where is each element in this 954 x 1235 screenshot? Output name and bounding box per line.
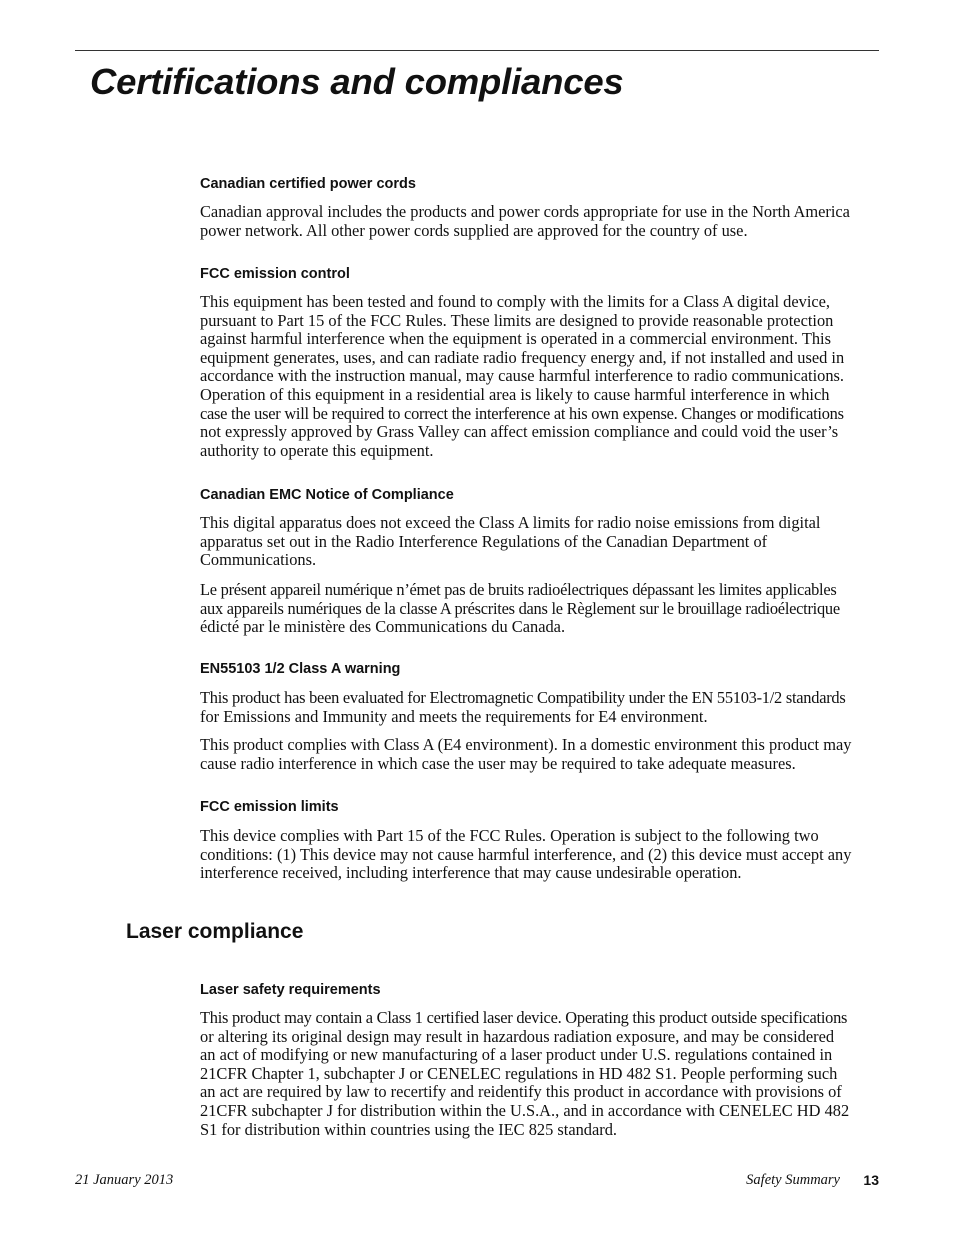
paragraph-en55103-evaluated: [200, 689, 878, 726]
text-line: an act of modifying or new manufacturing of a laser product under U.S. regulations contained in: [200, 1045, 833, 1065]
text-line: authority to operate this equipment.: [200, 440, 434, 460]
text-line: cause radio interference in which case the user may be required to take adequate measures.: [200, 753, 796, 773]
text-line: pursuant to Part 15 of the FCC Rules. These limits are designed to provide reasonable protection: [200, 310, 834, 330]
heading-fcc-emission-limits: FCC emission limits: [200, 799, 339, 815]
text-line: Operation of this equipment in a residential area is likely to cause harmful interference in which: [200, 384, 830, 404]
heading-laser-safety-requirements: Laser safety requirements: [200, 982, 381, 998]
text-line: against harmful interference when the equipment is operated in a commercial environment. This: [200, 329, 831, 349]
text-line: apparatus set out in the Radio Interference Regulations of the Canadian Department of: [200, 531, 768, 551]
text-line: aux appareils numériques de la classe A préscrites dans le Règlement sur le brouillage radioélectrique: [200, 598, 840, 618]
footer-section-name: Safety Summary: [746, 1172, 840, 1188]
text-line: Canadian approval includes the products and power cords appropriate for use in the North America: [200, 202, 850, 221]
paragraph-laser-safety: [200, 1009, 878, 1139]
text-line: 21CFR Chapter 1, subchapter J or CENELEC regulations in HD 482 S1. People performing such: [200, 1063, 838, 1083]
footer-page-number: 13: [863, 1172, 879, 1188]
text-line: S1 for distribution within countries using the IEC 825 standard.: [200, 1119, 618, 1139]
paragraph-canadian-emc-english: [200, 514, 878, 570]
text-line: This equipment has been tested and found to comply with the limits for a Class A digital device,: [200, 292, 831, 311]
heading-en55103-warning: EN55103 1/2 Class A warning: [200, 661, 401, 677]
text-line: case the user will be required to correct the interference at his own expense. Changes or modifications: [200, 403, 844, 423]
text-line: This device complies with Part 15 of the FCC Rules. Operation is subject to the following two: [200, 826, 819, 845]
text-line: interference received, including interference that may cause undesirable operation.: [200, 863, 742, 883]
heading-canadian-emc-notice: Canadian EMC Notice of Compliance: [200, 487, 454, 503]
text-line: Le présent appareil numérique n’émet pas de bruits radioélectriques dépassant les limites applicables: [200, 580, 837, 599]
paragraph-fcc-emission-control: [200, 293, 878, 460]
header-rule: [75, 50, 879, 51]
text-line: or altering its original design may result in hazardous radiation exposure, and may be considered: [200, 1026, 835, 1046]
text-line: for Emissions and Immunity and meets the requirements for E4 environment.: [200, 706, 708, 726]
text-line: This product complies with Class A (E4 environment). In a domestic environment this product may: [200, 735, 852, 754]
text-line: not expressly approved by Grass Valley can affect emission compliance and could void the user’s: [200, 422, 839, 442]
text-line: This product has been evaluated for Electromagnetic Compatibility under the EN 55103-1/2 standards: [200, 688, 846, 707]
text-line: conditions: (1) This device may not cause harmful interference, and (2) this device must accept any: [200, 844, 852, 864]
heading-fcc-emission-control: FCC emission control: [200, 266, 350, 282]
text-line: édicté par le ministère des Communications du Canada.: [200, 617, 566, 637]
footer-date: 21 January 2013: [75, 1172, 174, 1188]
paragraph-canadian-power-cords: [200, 203, 878, 240]
section-title-laser-compliance: Laser compliance: [126, 920, 304, 943]
text-line: This product may contain a Class 1 certified laser device. Operating this product outside specifications: [200, 1008, 848, 1027]
text-line: equipment generates, uses, and can radiate radio frequency energy and, if not installed and used in: [200, 347, 845, 367]
paragraph-en55103-class-a: [200, 736, 878, 773]
text-line: an act are required by law to recertify and reidentify this product in accordance with provisions of: [200, 1082, 842, 1102]
heading-canadian-power-cords: Canadian certified power cords: [200, 176, 416, 192]
paragraph-fcc-emission-limits: [200, 827, 878, 883]
text-line: This digital apparatus does not exceed the Class A limits for radio noise emissions from digital: [200, 513, 821, 532]
text-line: accordance with the instruction manual, may cause harmful interference to radio communications.: [200, 366, 844, 386]
text-line: power network. All other power cords supplied are approved for the country of use.: [200, 220, 748, 240]
paragraph-canadian-emc-french: [200, 581, 878, 637]
text-line: Communications.: [200, 550, 317, 570]
text-line: 21CFR subchapter J for distribution within the U.S.A., and in accordance with CENELEC HD 482: [200, 1100, 850, 1120]
page-title: Certifications and compliances: [90, 61, 624, 102]
